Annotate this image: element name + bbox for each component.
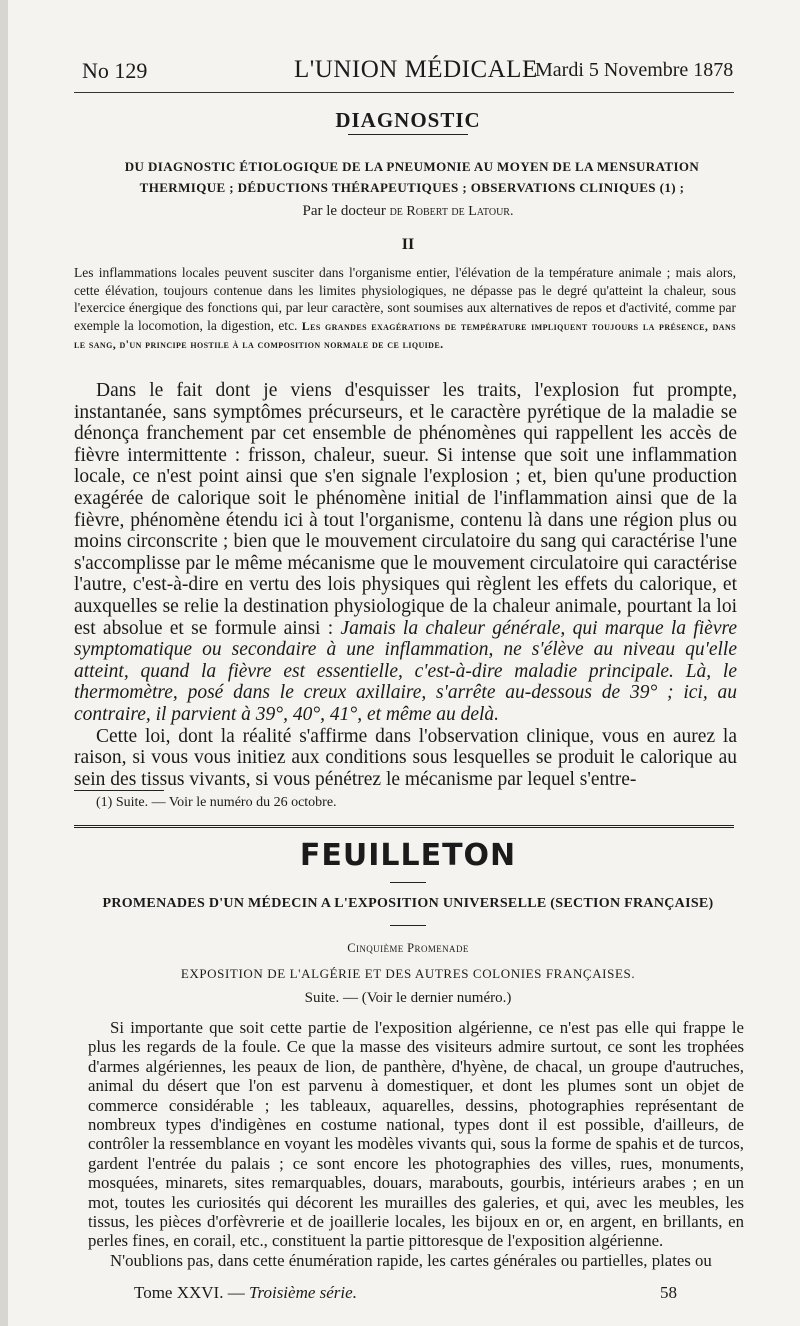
- footer-tome-label: Tome XXVI. —: [134, 1283, 249, 1302]
- title-underline: [348, 134, 468, 135]
- footnote: (1) Suite. — Voir le numéro du 26 octobre.: [96, 795, 337, 810]
- author-prefix: Par le docteur: [302, 203, 386, 219]
- issue-date: Mardi 5 Novembre 1878: [535, 59, 734, 81]
- footer-tome: [134, 1283, 357, 1303]
- feuilleton-suite: Suite. — (Voir le dernier numéro.): [304, 990, 512, 1006]
- article-subtitle: [82, 156, 742, 198]
- feuilleton-subtitle: PROMENADES D'UN MÉDECIN A L'EXPOSITION UNIVERSELLE (SECTION FRANÇAISE): [102, 896, 714, 911]
- lead-text: Les inflammations locales peuvent susciter dans l'organisme entier, l'élévation de la température animale ; mais alors, cette élévation, toujours contenue dans les limites physiologiques, ne dépasse pas le degré qu'atteint la chaleur, sous l'exercice énergique des fonctions qui, par leur caractère, sont soumises aux alternatives de repos et d'activité, comme par exemple la locomotion, la digestion, etc.: [74, 265, 736, 333]
- feuilleton-body: [88, 1018, 744, 1270]
- article-paragraph-2: Cette loi, dont la réalité s'affirme dans l'observation clinique, vous en aurez la raison, si vous vous initiez aux conditions sous lesquelles se produit le calorique au sein des tissus vivants, si vous pénétrez le mécanisme par lequel s'entre-: [74, 725, 737, 790]
- feuilleton-paragraph-2: N'oublions pas, dans cette énumération rapide, les cartes générales ou partielles, plates ou: [110, 1250, 712, 1270]
- author-name: de Robert de Latour.: [389, 204, 514, 219]
- journal-title: L'UNION MÉDICALE: [294, 56, 538, 83]
- lead-paragraph: [74, 264, 736, 354]
- footer-serie: Troisième série.: [248, 1283, 357, 1302]
- exposition-title: EXPOSITION DE L'ALGÉRIE ET DES AUTRES COLONIES FRANÇAISES.: [180, 966, 636, 981]
- footnote-rule: [74, 790, 164, 791]
- section-title: DIAGNOSTIC: [335, 108, 481, 132]
- feuilleton-dash: [390, 882, 426, 883]
- part-number: II: [401, 236, 415, 253]
- article-subtitle-line1: DU DIAGNOSTIC ÉTIOLOGIQUE DE LA PNEUMONIE AU MOYEN DE LA MENSURATION: [124, 159, 700, 174]
- feuilleton-paragraph-1: Si importante que soit cette partie de l'exposition algérienne, ce n'est pas elle qui frappe le plus les regards de la foule. Ce que la masse des visiteurs admire surtout, ce sont les trophées d'armes algériennes, les peaux de lion, de panthère, d'hyène, de chacal, un groupe d'autruches, animal du désert que l'on est parvenu à domestiquer, et dont les plumes sont un objet de commerce considérable ; les tableaux, aquarelles, dessins, photographies représentant de nombreux types d'indigènes en costume national, types dont il est possible, d'ailleurs, de contrôler la ressemblance en voyant les modèles vivants qui, sous la forme de spahis et de turcos, gardent l'entrée du palais ; ce sont encore les photographies des villes, rues, monuments, mosquées, minarets, sites remarquables, douars, marabouts, gourbis, intérieurs arabes ; en un mot, toutes les curiosités qui décorent les murailles des galeries, et qui, avec les meubles, les tissus, les pièces d'orfèvrerie et de joaillerie locales, les bijoux en or, en argent, en brillants, en perles fines, en corail, etc., constituent la partie pittoresque de l'exposition algérienne.: [88, 1018, 744, 1251]
- header-rule: [74, 92, 734, 93]
- issue-number: No 129: [82, 58, 148, 83]
- article-subtitle-line2: THERMIQUE ; DÉDUCTIONS THÉRAPEUTIQUES ; OBSERVATIONS CLINIQUES (1) ;: [139, 180, 685, 195]
- feuilleton-dash-2: [390, 925, 426, 926]
- promenade-number: Cinquième Promenade: [347, 941, 469, 955]
- feuilleton-rule: [74, 825, 734, 828]
- article-paragraph-1: [74, 380, 737, 726]
- page-number: 58: [660, 1283, 677, 1302]
- article-author: [8, 203, 800, 220]
- paragraph-1-italic: Jamais la chaleur générale, qui marque la fièvre symptomatique ou secondaire à une inflammation, ne s'élève au niveau qu'elle atteint, quand la fièvre est essentielle, c'est-à-dire maladie principale. Là, le thermomètre, posé dans le creux axillaire, s'arrête au-dessous de 39° ; ici, au contraire, il parvient à 39°, 40°, 41°, et même au delà.: [74, 617, 737, 725]
- paragraph-1-text: Dans le fait dont je viens d'esquisser les traits, l'explosion fut prompte, instantanée, sans symptômes précurseurs, et le caractère pyrétique de la maladie se dénonça franchement par cet ensemble de phénomènes qui rappellent les accès de fièvre intermittente : frisson, chaleur, sueur. Si intense que soit une inflammation locale, ce n'est point ainsi que s'en signale l'explosion ; et, bien qu'une production exagérée de calorique soit le phénomène initial de l'inflammation ainsi que de la fièvre, phénomène étendu ici à tout l'organisme, contenu là dans une région plus ou moins circonscrite ; bien que le mouvement circulatoire du sang qui caractérise l'une s'accomplisse par le même mécanisme que le mouvement circulatoire qui caractérise l'autre, c'est-à-dire en vertu des lois physiques qui règlent les effets du calorique, et auxquelles se relie la destination physiologique de la chaleur animale, pourtant la loi est absolue et se formule ainsi :: [74, 380, 737, 639]
- feuilleton-title: FEUILLETON: [299, 838, 517, 873]
- lead-caps-text: Les grandes exagérations de température impliquent toujours la présence, dans le sang, d'un principe hostile à la composition normale de ce liquide.: [74, 318, 736, 351]
- article-body: [74, 380, 737, 790]
